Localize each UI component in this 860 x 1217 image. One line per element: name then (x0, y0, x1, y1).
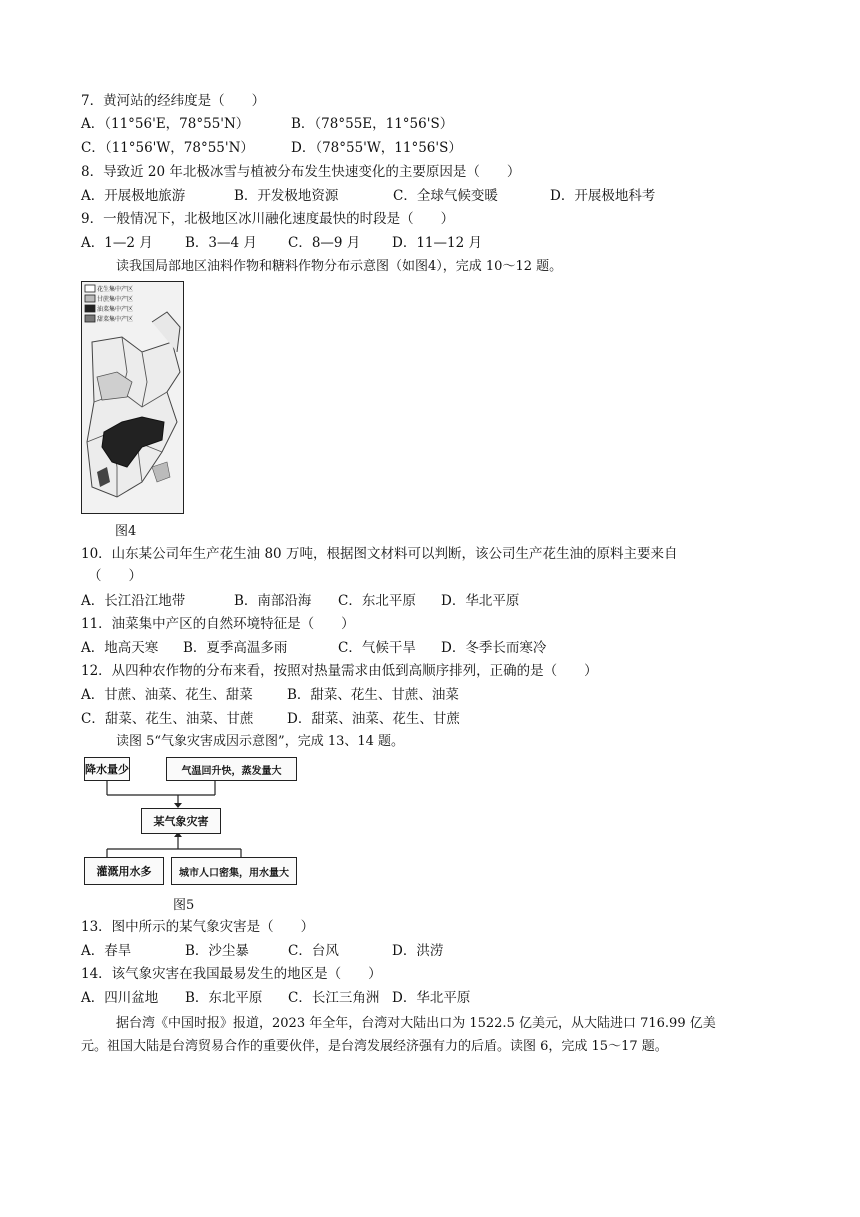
q8-option-d: D．开展极地科考 (550, 188, 656, 204)
q10-stem: 10．山东某公司年生产花生油 80 万吨，根据图文材料可以判断，该公司生产花生油的原料主要来自 (81, 546, 678, 562)
flow-box-irrigation: 灌溉用水多 (84, 857, 164, 885)
q9-option-d: D．11—12 月 (392, 235, 482, 251)
disaster-cause-flowchart (81, 757, 297, 887)
q10-option-b: B．南部沿海 (234, 593, 312, 609)
q12-option-a: A．甘蔗、油菜、花生、甜菜 (81, 687, 253, 703)
q14-option-d: D．华北平原 (392, 990, 471, 1006)
legend-peanut: 花生集中产区 (97, 286, 134, 293)
q11-option-a: A．地高天寒 (81, 640, 159, 656)
q9-option-b: B．3—4 月 (185, 235, 257, 251)
q11-stem: 11．油菜集中产区的自然环境特征是（ ） (81, 616, 355, 632)
figure4-caption: 图4 (115, 524, 137, 539)
q9-option-c: C．8—9 月 (288, 235, 361, 251)
q14-option-b: B．东北平原 (185, 990, 263, 1006)
legend-sugarbeet: 甜菜集中产区 (97, 316, 134, 323)
q7-option-c: C．（11°56'W，78°55'N） (81, 140, 254, 156)
q8-stem: 8．导致近 20 年北极冰雪与植被分布发生快速变化的主要原因是（ ） (81, 164, 521, 180)
flow-box-temperature-evaporation: 气温回升快，蒸发量大 (166, 757, 297, 781)
q10-option-d: D．华北平原 (441, 593, 520, 609)
q13-option-c: C．台风 (288, 943, 339, 959)
q7-option-a: A．（11°56'E，78°55'N） (81, 116, 250, 132)
q10-option-c: C．东北平原 (338, 593, 416, 609)
q13-option-a: A．春旱 (81, 943, 132, 959)
q14-option-a: A．四川盆地 (81, 990, 159, 1006)
q14-option-c: C．长江三角洲 (288, 990, 380, 1006)
q13-option-b: B．沙尘暴 (185, 943, 249, 959)
crop-distribution-map (81, 281, 184, 514)
q9-option-a: A．1—2 月 (81, 235, 153, 251)
q8-option-a: A．开展极地旅游 (81, 188, 186, 204)
figure5-caption: 图5 (173, 898, 195, 913)
q7-option-d: D．（78°55'W，11°56'S） (291, 140, 462, 156)
q11-option-c: C．气候干旱 (338, 640, 416, 656)
legend-rapeseed: 油菜集中产区 (97, 306, 134, 313)
intro-q10-12: 读我国局部地区油料作物和糖料作物分布示意图（如图4），完成 10～12 题。 (116, 259, 563, 274)
q10-option-a: A．长江沿江地带 (81, 593, 186, 609)
q7-option-b: B．（78°55E，11°56'S） (291, 116, 454, 132)
q10-stem-blank: （ ） (88, 568, 142, 584)
legend-sugarcane: 甘蔗集中产区 (97, 296, 134, 303)
flow-box-low-precipitation: 降水量少 (84, 757, 130, 781)
flow-box-urban-population: 城市人口密集，用水量大 (171, 857, 297, 885)
q11-option-b: B．夏季高温多雨 (183, 640, 288, 656)
q8-option-c: C．全球气候变暖 (393, 188, 498, 204)
flow-box-disaster: 某气象灾害 (141, 808, 221, 834)
q14-stem: 14．该气象灾害在我国最易发生的地区是（ ） (81, 966, 382, 982)
q8-option-b: B．开发极地资源 (234, 188, 339, 204)
q11-option-d: D．冬季长而寒冷 (441, 640, 547, 656)
q12-option-c: C．甜菜、花生、油菜、甘蔗 (81, 711, 254, 727)
q12-stem: 12．从四种农作物的分布来看，按照对热量需求由低到高顺序排列，正确的是（ ） (81, 663, 598, 679)
q13-stem: 13．图中所示的某气象灾害是（ ） (81, 919, 315, 935)
intro-q15-17-line2: 元。祖国大陆是台湾贸易合作的重要伙伴，是台湾发展经济强有力的后盾。读图 6，完成 15～17 题。 (81, 1039, 668, 1054)
intro-q13-14: 读图 5“气象灾害成因示意图”，完成 13、14 题。 (116, 734, 405, 749)
q7-stem: 7．黄河站的经纬度是（ ） (81, 93, 266, 109)
map-graphic (82, 282, 183, 513)
q12-option-d: D．甜菜、油菜、花生、甘蔗 (287, 711, 460, 727)
q9-stem: 9．一般情况下，北极地区冰川融化速度最快的时段是（ ） (81, 211, 455, 227)
q13-option-d: D．洪涝 (392, 943, 444, 959)
q12-option-b: B．甜菜、花生、甘蔗、油菜 (287, 687, 459, 703)
intro-q15-17-line1: 据台湾《中国时报》报道，2023 年全年，台湾对大陆出口为 1522.5 亿美元，从大陆进口 716.99 亿美 (116, 1016, 716, 1031)
